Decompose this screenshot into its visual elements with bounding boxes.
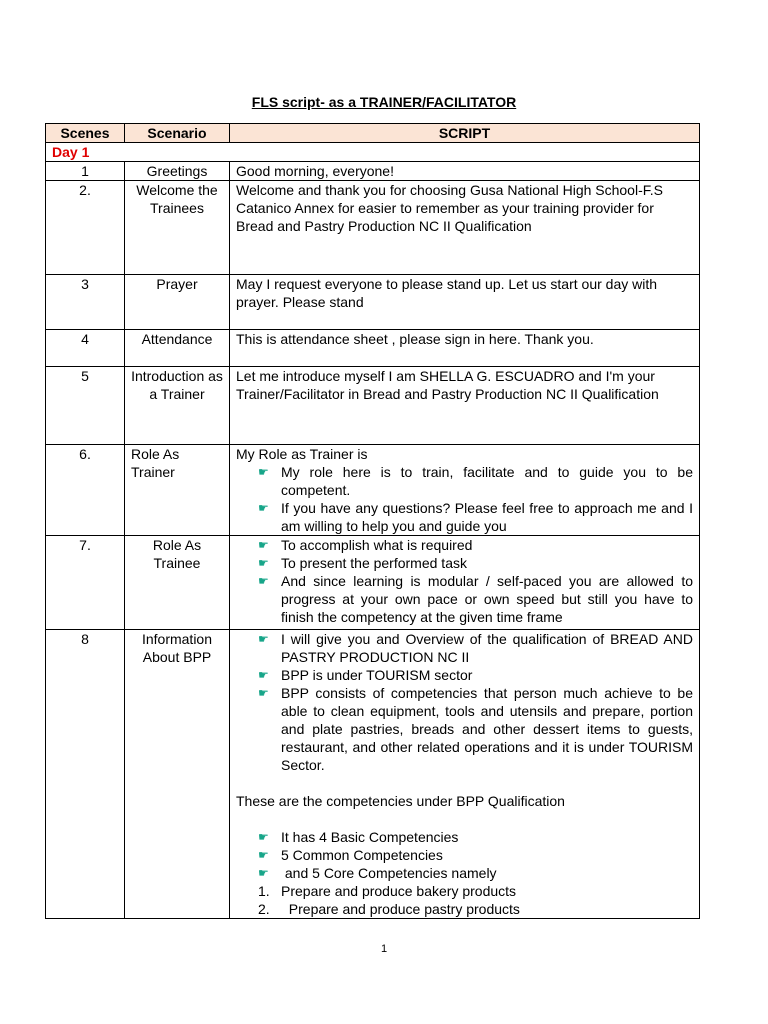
pointing-hand-icon: ☛ (258, 686, 269, 700)
list-item-text: BPP consists of competencies that person much achieve to be able to clean equipment, tools and utensils and prepare, portion and plate pastries, breads and other dessert items to guests, restaurant, and other related operations and it is under TOURISM Sector. (281, 685, 693, 773)
header-scenario: Scenario (125, 124, 230, 143)
list-item-text: and 5 Core Competencies namely (281, 865, 497, 881)
script-cell: Welcome and thank you for choosing Gusa National High School-F.S Catanico Annex for easier to remember as your training provider for Bread and Pastry Production NC II Qualification (230, 181, 700, 275)
list-item (236, 900, 693, 918)
pointing-hand-icon: ☛ (258, 501, 269, 515)
day-row (46, 143, 700, 162)
scene-number: 7. (46, 536, 125, 630)
list-number: 1. (258, 883, 270, 899)
list-item-text: If you have any questions? Please feel free to approach me and I am willing to help you and guide you (281, 500, 693, 534)
list-item-text: My role here is to train, facilitate and to guide you to be competent. (281, 464, 693, 498)
table-row (46, 330, 700, 367)
list-item-text: To present the performed task (281, 555, 467, 571)
bullet-list (236, 536, 693, 626)
scene-number: 5 (46, 367, 125, 445)
day-label: Day 1 (46, 143, 700, 162)
list-item-text: Prepare and produce pastry products (281, 901, 520, 917)
pointing-hand-icon: ☛ (258, 632, 269, 646)
list-item (236, 463, 693, 499)
pointing-hand-icon: ☛ (258, 848, 269, 862)
header-scenes: Scenes (46, 124, 125, 143)
script-cell (230, 445, 700, 536)
script-table (45, 123, 700, 919)
scenario-cell: Role As Trainer (125, 445, 230, 536)
list-number: 2. (258, 901, 270, 917)
scene-number: 4 (46, 330, 125, 367)
table-row (46, 536, 700, 630)
scenario-cell: Prayer (125, 275, 230, 330)
bullet-list (236, 463, 693, 535)
competencies-intro: These are the competencies under BPP Qualification (236, 793, 565, 809)
list-item (236, 666, 693, 684)
list-item (236, 864, 693, 882)
pointing-hand-icon: ☛ (258, 574, 269, 588)
scenario-cell: Attendance (125, 330, 230, 367)
scenario-cell: Welcome the Trainees (125, 181, 230, 275)
list-item-text: I will give you and Overview of the qualification of BREAD AND PASTRY PRODUCTION NC II (281, 631, 693, 665)
table-row (46, 445, 700, 536)
script-cell (230, 536, 700, 630)
list-item (236, 499, 693, 535)
pointing-hand-icon: ☛ (258, 465, 269, 479)
list-item (236, 846, 693, 864)
list-item (236, 536, 693, 554)
script-intro: My Role as Trainer is (236, 446, 368, 462)
list-item (236, 828, 693, 846)
scenario-cell: Introduction as a Trainer (125, 367, 230, 445)
pointing-hand-icon: ☛ (258, 538, 269, 552)
list-item-text: To accomplish what is required (281, 537, 473, 553)
list-item-text: And since learning is modular / self-paced you are allowed to progress at your own pace or own speed but still you have to finish the competency at the given time frame (281, 573, 693, 625)
scene-number: 6. (46, 445, 125, 536)
list-item-text: Prepare and produce bakery products (281, 883, 517, 899)
pointing-hand-icon: ☛ (258, 556, 269, 570)
script-cell: May I request everyone to please stand up. Let us start our day with prayer. Please stand (230, 275, 700, 330)
list-item (236, 554, 693, 572)
script-cell: Good morning, everyone! (230, 162, 700, 181)
list-item (236, 630, 693, 666)
scenario-cell: Role As Trainee (125, 536, 230, 630)
script-cell (230, 630, 700, 919)
spacer (236, 810, 693, 828)
list-item-text: BPP is under TOURISM sector (281, 667, 473, 683)
scene-number: 3 (46, 275, 125, 330)
table-row (46, 275, 700, 330)
bullet-list (236, 630, 693, 774)
script-cell: Let me introduce myself I am SHELLA G. ESCUADRO and I'm your Trainer/Facilitator in Bread and Pastry Production NC II Qualification (230, 367, 700, 445)
pointing-hand-icon: ☛ (258, 830, 269, 844)
pointing-hand-icon: ☛ (258, 866, 269, 880)
page-number: 1 (380, 943, 388, 955)
table-row (46, 367, 700, 445)
numbered-list (236, 882, 693, 918)
table-row (46, 162, 700, 181)
script-cell: This is attendance sheet , please sign in here. Thank you. (230, 330, 700, 367)
list-item-text: 5 Common Competencies (281, 847, 443, 863)
scenario-cell: Information About BPP (125, 630, 230, 919)
pointing-hand-icon: ☛ (258, 668, 269, 682)
document-title: FLS script- as a TRAINER/FACILITATOR (251, 94, 517, 110)
scene-number: 1 (46, 162, 125, 181)
table-row (46, 181, 700, 275)
scene-number: 2. (46, 181, 125, 275)
list-item-text: It has 4 Basic Competencies (281, 829, 459, 845)
list-item (236, 684, 693, 774)
spacer (236, 774, 693, 792)
list-item (236, 572, 693, 626)
table-row (46, 630, 700, 919)
header-script: SCRIPT (230, 124, 700, 143)
header-row (46, 124, 700, 143)
scenario-cell: Greetings (125, 162, 230, 181)
scene-number: 8 (46, 630, 125, 919)
list-item (236, 882, 693, 900)
bullet-list (236, 828, 693, 882)
